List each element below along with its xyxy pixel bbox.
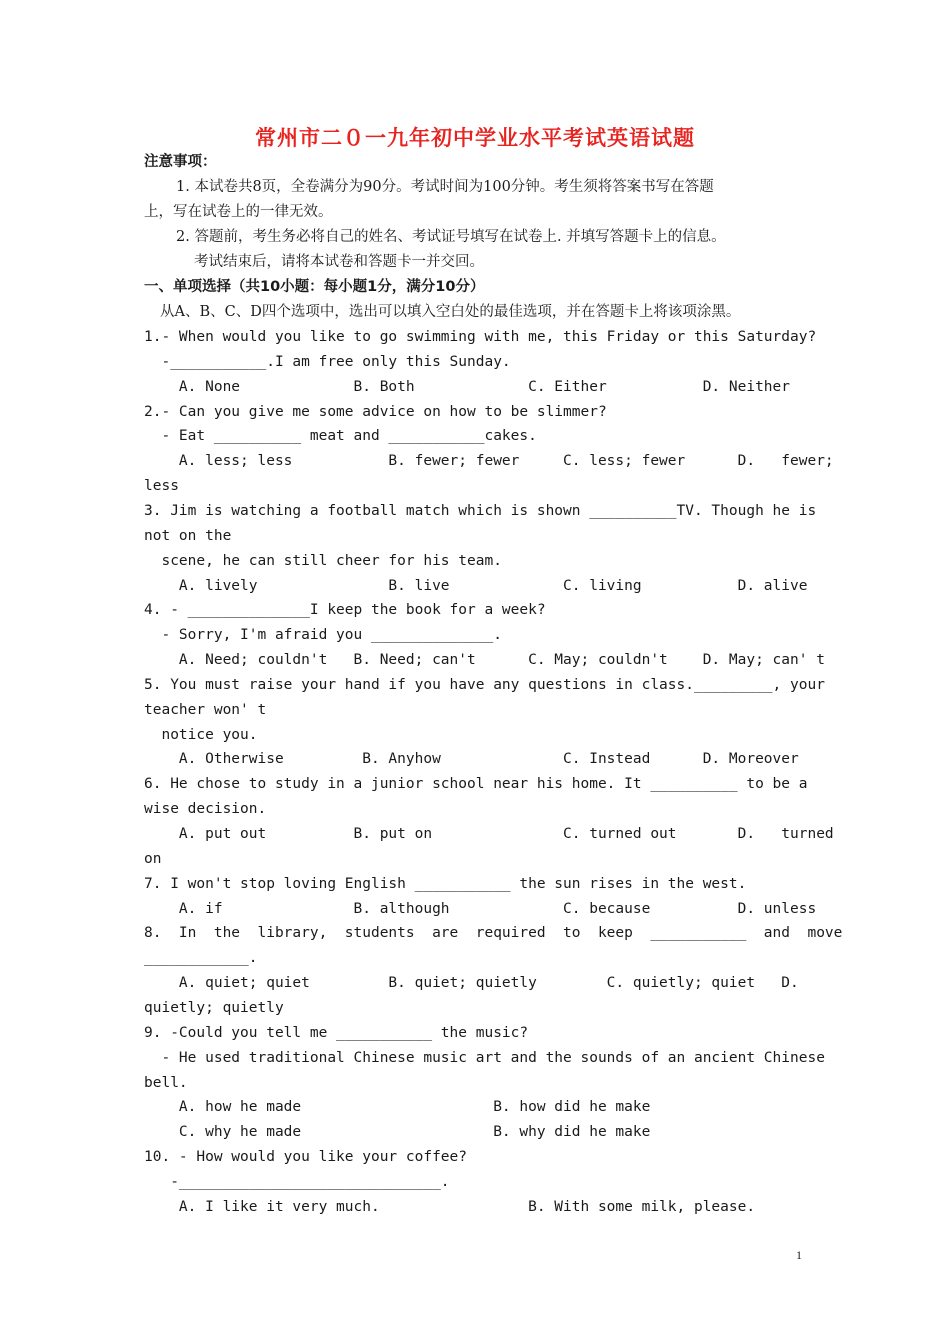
question-line: 1.- When would you like to go swimming with me, this Friday or this Saturday? xyxy=(144,329,817,345)
notice-item-1-cont: 上，写在试卷上的一律无效。 xyxy=(144,204,333,220)
question-line: A. how he made B. how did he make xyxy=(144,1099,651,1115)
question-line: C. why he made B. why did he make xyxy=(144,1124,651,1140)
question-line: 6. He chose to study in a junior school near his home. It __________ to be a xyxy=(144,776,808,792)
question-line: A. less; less B. fewer; fewer C. less; fewer D. fewer; xyxy=(144,453,834,469)
page-number: 1 xyxy=(796,1248,802,1262)
notice-item-1: 1. 本试卷共8页，全卷满分为90分。考试时间为100分钟。考生须将答案书写在答题 xyxy=(176,179,714,195)
page-title: 常州市二０一九年初中学业水平考试英语试题 xyxy=(255,126,695,150)
question-line: wise decision. xyxy=(144,801,267,817)
question-line: - Sorry, I'm afraid you ______________. xyxy=(144,627,502,643)
question-line: - He used traditional Chinese music art and the sounds of an ancient Chinese xyxy=(144,1050,825,1066)
question-line: A. put out B. put on C. turned out D. turned xyxy=(144,826,834,842)
notice-item-2-cont: 考试结束后，请将本试卷和答题卡一并交回。 xyxy=(194,254,484,270)
question-line: A. Need; couldn't B. Need; can't C. May; couldn't D. May; can' t xyxy=(144,652,825,668)
question-line: 10. - How would you like your coffee? xyxy=(144,1149,468,1165)
question-line: A. None B. Both C. Either D. Neither xyxy=(144,379,791,395)
notice-heading: 注意事项： xyxy=(144,154,217,170)
question-line: A. I like it very much. B. With some milk, please. xyxy=(144,1199,756,1215)
question-line: notice you. xyxy=(144,727,258,743)
question-line: 8. In the library, students are required to keep ___________ and move xyxy=(144,925,843,941)
question-line: A. quiet; quiet B. quiet; quietly C. quietly; quiet D. xyxy=(144,975,799,991)
question-line: teacher won' t xyxy=(144,702,267,718)
question-line: -______________________________. xyxy=(144,1174,450,1190)
notice-item-2: 2. 答题前，考生务必将自己的姓名、考试证号填写在试卷上. 并填写答题卡上的信息。 xyxy=(176,229,726,245)
section-instruction: 从A、B、C、D四个选项中，选出可以填入空白处的最佳选项，并在答题卡上将该项涂黑。 xyxy=(160,304,741,320)
question-line: 5. You must raise your hand if you have any questions in class._________, your xyxy=(144,677,825,693)
section-heading: 一、单项选择（共10小题：每小题1分，满分10分） xyxy=(144,279,485,295)
question-line: - Eat __________ meat and ___________cakes. xyxy=(144,428,537,444)
question-line: 4. - ______________I keep the book for a week? xyxy=(144,602,546,618)
question-line: not on the xyxy=(144,528,232,544)
question-line: bell. xyxy=(144,1075,188,1091)
question-line: less xyxy=(144,478,179,494)
question-line: on xyxy=(144,851,162,867)
question-line: A. if B. although C. because D. unless xyxy=(144,901,817,917)
question-line: 7. I won't stop loving English ___________ the sun rises in the west. xyxy=(144,876,747,892)
question-line: ____________. xyxy=(144,950,258,966)
question-line: A. Otherwise B. Anyhow C. Instead D. Moreover xyxy=(144,751,799,767)
question-line: scene, he can still cheer for his team. xyxy=(144,553,502,569)
question-line: quietly; quietly xyxy=(144,1000,284,1016)
question-line: 9. -Could you tell me ___________ the music? xyxy=(144,1025,529,1041)
question-line: A. lively B. live C. living D. alive xyxy=(144,578,808,594)
question-line: 2.- Can you give me some advice on how to be slimmer? xyxy=(144,404,607,420)
question-line: -___________.I am free only this Sunday. xyxy=(144,354,511,370)
question-line: 3. Jim is watching a football match which is shown __________TV. Though he is xyxy=(144,503,817,519)
